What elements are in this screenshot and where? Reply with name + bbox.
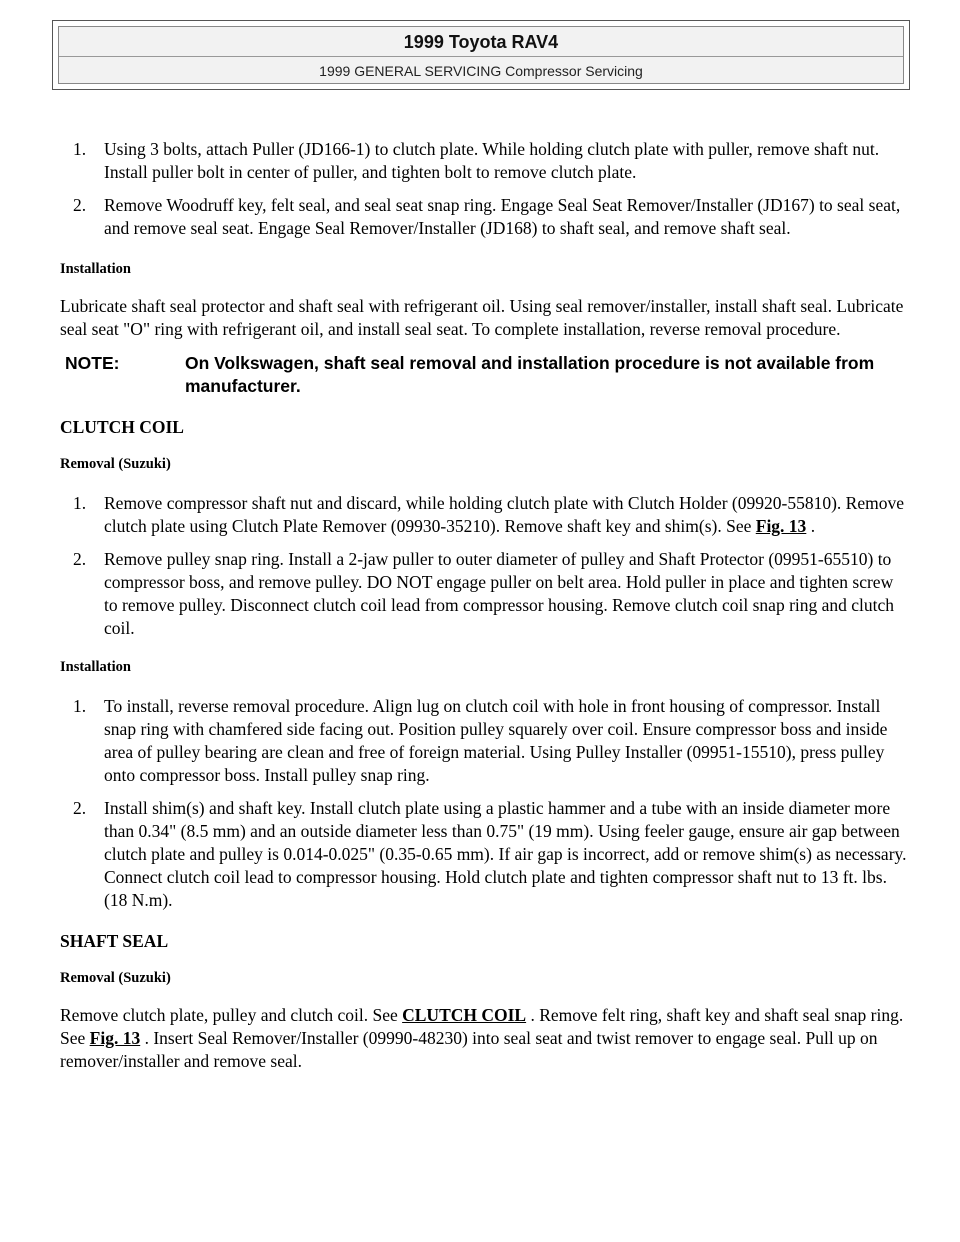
- step-number: 2.: [73, 549, 87, 569]
- step-number: 1.: [73, 493, 87, 513]
- page-header-inner: [58, 26, 904, 84]
- shaft-seal-paragraph: [60, 1004, 910, 1073]
- header-divider: [59, 56, 903, 57]
- list-item: [60, 797, 910, 912]
- step-text: To install, reverse removal procedure. Align lug on clutch coil with hole in front housing of compressor. Install snap ring with chamfered side facing out. Position pulley squarely over coil. Ensure compressor boss and inside area of pulley bearing are clean and free of foreign material. Using Pulley Installer (09951-15510), press pulley onto compressor boss. Install pulley snap ring.: [104, 696, 888, 785]
- shaft-seal-heading: SHAFT SEAL: [60, 931, 169, 951]
- step-text: Remove compressor shaft nut and discard, while holding clutch plate with Clutch Holder (09920-55810). Remove clutch plate using Clutch Plate Remover (09930-35210). Remove shaft key and shim(s). See: [104, 493, 904, 536]
- note-box: [60, 352, 910, 398]
- document-subtitle: 1999 GENERAL SERVICING Compressor Servicing: [319, 63, 643, 79]
- step-text: Using 3 bolts, attach Puller (JD166-1) to clutch plate. While holding clutch plate with puller, remove shaft nut. Install puller bolt in center of puller, and tighten bolt to remove clutch plate.: [104, 139, 880, 182]
- step-text: Remove pulley snap ring. Install a 2-jaw puller to outer diameter of pulley and Shaft Protector (09951-65510) to compressor boss, and remove pulley. DO NOT engage puller on belt area. Hold puller in place and tighten screw to remove pulley. Disconnect clutch coil lead from compressor housing. Remove clutch coil snap ring and clutch coil.: [104, 549, 895, 638]
- list-item: [60, 138, 910, 184]
- note-text: On Volkswagen, shaft seal removal and installation procedure is not available from manufacturer.: [185, 353, 875, 396]
- list-item: [60, 492, 910, 538]
- clutch-coil-removal-steps: [60, 492, 910, 640]
- clutch-coil-heading: CLUTCH COIL: [60, 417, 184, 437]
- clutch-coil-installation-steps: [60, 695, 910, 912]
- note-label: NOTE:: [65, 353, 120, 373]
- list-item: [60, 548, 910, 640]
- step-text-end: .: [806, 516, 816, 536]
- installation-heading: Installation: [60, 261, 131, 277]
- clutch-coil-removal-heading: Removal (Suzuki): [60, 456, 171, 472]
- installation-paragraph: Lubricate shaft seal protector and shaft seal with refrigerant oil. Using seal remover/installer, install shaft seal. Lubricate seal seat "O" ring with refrigerant oil, and install seal seat. To complete installation, reverse removal procedure.: [60, 296, 904, 339]
- shaft-seal-text-c: . Insert Seal Remover/Installer (09990-48230) into seal seat and twist remover to engage seal. Pull up on remover/installer and remove seal.: [60, 1028, 878, 1071]
- clutch-coil-link[interactable]: CLUTCH COIL: [402, 1005, 527, 1025]
- fig-13-link[interactable]: Fig. 13: [89, 1028, 141, 1048]
- step-number: 1.: [73, 139, 87, 159]
- list-item: [60, 695, 910, 787]
- document-title: 1999 Toyota RAV4: [403, 32, 559, 52]
- removal-steps-list: [60, 138, 910, 240]
- step-number: 2.: [73, 195, 87, 215]
- shaft-seal-text-a: Remove clutch plate, pulley and clutch coil. See: [60, 1005, 403, 1025]
- step-number: 2.: [73, 798, 87, 818]
- step-number: 1.: [73, 696, 87, 716]
- document-body: [60, 138, 910, 1073]
- shaft-seal-removal-heading: Removal (Suzuki): [60, 970, 171, 986]
- step-text: Remove Woodruff key, felt seal, and seal seat snap ring. Engage Seal Seat Remover/Installer (JD167) to seal seat, and remove seal seat. Engage Seal Remover/Installer (JD168) to shaft seal, and remove shaft seal.: [104, 195, 901, 238]
- page-header: [52, 20, 910, 90]
- clutch-coil-installation-heading: Installation: [60, 659, 131, 675]
- fig-13-link[interactable]: Fig. 13: [755, 516, 807, 536]
- shaft-seal-text-b: . Remove felt ring, shaft key and shaft seal snap ring. See: [60, 1005, 904, 1048]
- list-item: [60, 194, 910, 240]
- step-text: Install shim(s) and shaft key. Install clutch plate using a plastic hammer and a tube with an inside diameter more than 0.34" (8.5 mm) and an outside diameter less than 0.75" (19 mm). Using feeler gauge, ensure air gap between clutch plate and pulley is 0.014-0.025" (0.35-0.65 mm). If air gap is incorrect, add or remove shim(s) as necessary. Connect clutch coil lead to compressor housing. Hold clutch plate and tighten compressor shaft nut to 13 ft. lbs. (18 N.m).: [104, 798, 907, 910]
